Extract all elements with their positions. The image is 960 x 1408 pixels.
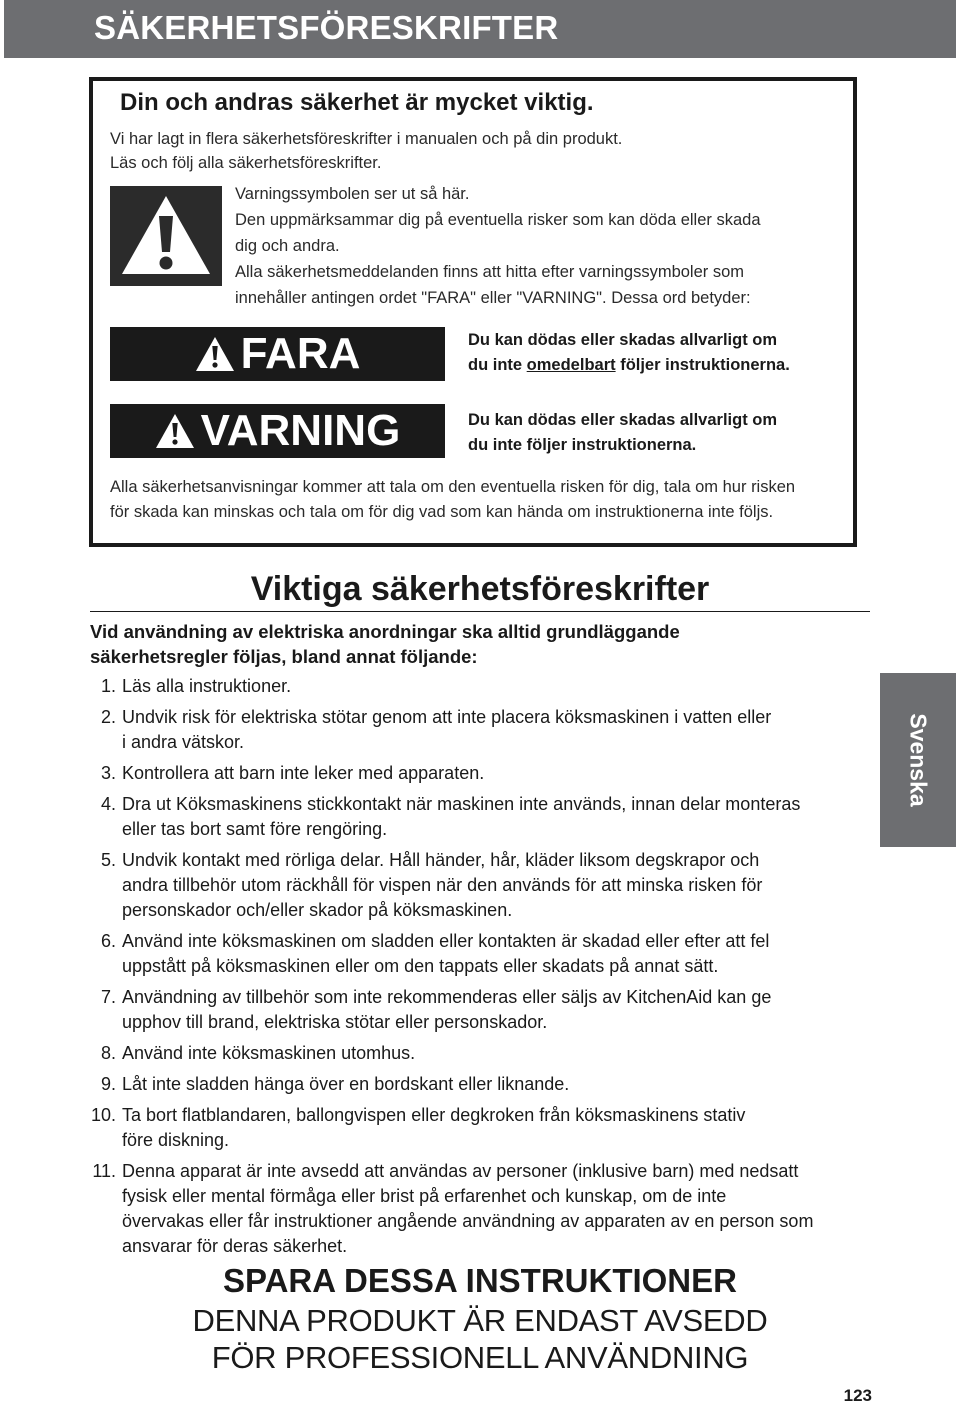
list-item-number: 11.: [92, 1161, 116, 1181]
warning-signal-word: VARNING: [200, 406, 401, 455]
footer-line: Alla säkerhetsanvisningar kommer att tala om den eventuella risken för dig, tala om hur risken: [110, 478, 796, 496]
intro-line: Vi har lagt in flera säkerhetsföreskrifter i manualen och på din produkt.: [110, 130, 623, 148]
warning-triangle-icon: [110, 186, 222, 286]
list-item-line: Användning av tillbehör som inte rekommenderas eller säljs av KitchenAid kan ge: [122, 987, 772, 1007]
list-item-line: personskador och/eller skador på köksmaskinen.: [122, 900, 513, 920]
list-item-line: uppstått på köksmaskinen eller om den tappats eller skadats på annat sätt.: [122, 956, 719, 976]
list-item-number: 9.: [100, 1074, 116, 1094]
list-item-line: före diskning.: [122, 1130, 230, 1150]
danger-emphasis: omedelbart: [526, 356, 616, 374]
language-tab: [880, 673, 956, 847]
list-item-number: 5.: [100, 850, 116, 870]
professional-use-line: FÖR PROFESSIONELL ANVÄNDNING: [211, 1340, 749, 1375]
danger-line-post: följer instruktionerna.: [615, 356, 790, 374]
symbol-line: innehåller antingen ordet "FARA" eller "VARNING". Dessa ord betyder:: [235, 289, 751, 307]
footer-line: för skada kan minskas och tala om för dig vad som kan hända om instruktionerna inte följs.: [110, 503, 774, 521]
list-item-line: ansvarar för deras säkerhet.: [122, 1236, 348, 1256]
list-item: [90, 1041, 870, 1066]
danger-line: Du kan dödas eller skadas allvarligt om: [468, 331, 778, 349]
list-item: [90, 1159, 870, 1259]
warning-symbol-block: [110, 186, 222, 286]
list-item-line: Undvik risk för elektriska stötar genom att inte placera köksmaskinen i vatten eller: [122, 707, 772, 727]
list-item-line: fysisk eller mental förmåga eller brist på erfarenhet och kunskap, om de inte: [122, 1186, 727, 1206]
list-item-line: andra tillbehör utom räckhåll för vispen när den används för att minska risken för: [122, 875, 763, 895]
danger-line: [468, 353, 838, 378]
list-item-line: Använd inte köksmaskinen utomhus.: [122, 1043, 416, 1063]
warning-triangle-icon: [195, 336, 235, 372]
language-tab-label: Svenska: [905, 713, 932, 807]
list-item-line: Använd inte köksmaskinen om sladden eller kontakten är skadad eller efter att fel: [122, 931, 770, 951]
section-divider: [90, 611, 870, 612]
instruction-list: [90, 674, 870, 1265]
symbol-line: Alla säkerhetsmeddelanden finns att hitta efter varningssymboler som: [235, 263, 745, 281]
list-item-number: 4.: [100, 794, 116, 814]
list-item: [90, 792, 870, 842]
list-item-line: Läs alla instruktioner.: [122, 676, 292, 696]
list-item-line: eller tas bort samt före rengöring.: [122, 819, 388, 839]
lead-line: säkerhetsregler följas, bland annat följande:: [90, 646, 478, 667]
save-instructions-title: SPARA DESSA INSTRUKTIONER: [223, 1262, 737, 1299]
list-item-line: Undvik kontakt med rörliga delar. Håll händer, hår, kläder liksom degskrapor och: [122, 850, 760, 870]
list-item-number: 2.: [100, 707, 116, 727]
list-item-line: Denna apparat är inte avsedd att användas av personer (inklusive barn) med nedsatt: [122, 1161, 799, 1181]
list-item-number: 8.: [100, 1043, 116, 1063]
danger-signal-word: FARA: [240, 329, 361, 378]
list-item-number: 10.: [90, 1105, 116, 1125]
header-bar: [4, 0, 956, 58]
warning-signal-bar: [110, 404, 445, 458]
danger-description: [468, 328, 838, 378]
list-item: [90, 1072, 870, 1097]
safety-box-intro: [110, 127, 622, 175]
symbol-line: dig och andra.: [235, 237, 340, 255]
symbol-line: Varningssymbolen ser ut så här.: [235, 185, 470, 203]
warning-triangle-icon: [155, 413, 195, 449]
list-item-line: Låt inte sladden hänga över en bordskant eller liknande.: [122, 1074, 570, 1094]
professional-use-line: DENNA PRODUKT ÄR ENDAST AVSEDD: [192, 1303, 768, 1338]
danger-signal-bar: [110, 327, 445, 381]
list-item: [90, 985, 870, 1035]
list-item-line: Ta bort flatblandaren, ballongvispen eller degkroken från köksmaskinens stativ: [122, 1105, 746, 1125]
list-item-number: 1.: [100, 676, 116, 696]
list-item: [90, 705, 870, 755]
danger-line-pre: du inte: [468, 356, 527, 374]
list-item-number: 6.: [100, 931, 116, 951]
safety-box-footer: [110, 475, 845, 525]
list-item: [90, 848, 870, 923]
intro-line: Läs och följ alla säkerhetsföreskrifter.: [110, 154, 382, 172]
list-item-number: 7.: [100, 987, 116, 1007]
warning-description: [468, 408, 838, 458]
list-item: [90, 929, 870, 979]
list-item: [90, 1103, 870, 1153]
symbol-line: Den uppmärksammar dig på eventuella risker som kan döda eller skada: [235, 211, 761, 229]
symbol-explanation: [235, 181, 835, 311]
warning-line: du inte följer instruktionerna.: [468, 436, 697, 454]
list-item-line: i andra vätskor.: [122, 732, 245, 752]
list-item-number: 3.: [100, 763, 116, 783]
lead-line: Vid användning av elektriska anordningar ska alltid grundläggande: [90, 621, 680, 642]
section-title: Viktiga säkerhetsföreskrifter: [250, 570, 710, 608]
list-item-line: Kontrollera att barn inte leker med apparaten.: [122, 763, 485, 783]
list-item-line: övervakas eller får instruktioner angående användning av apparaten av en person som: [122, 1211, 814, 1231]
list-item: [90, 674, 870, 699]
warning-line: Du kan dödas eller skadas allvarligt om: [468, 411, 778, 429]
page-title: SÄKERHETSFÖRESKRIFTER: [94, 9, 559, 46]
list-item-line: Dra ut Köksmaskinens stickkontakt när maskinen inte används, innan delar monteras: [122, 794, 801, 814]
section-lead: [90, 619, 790, 669]
safety-notice-box: [89, 77, 857, 547]
page-number: 123: [843, 1386, 872, 1405]
safety-box-heading: Din och andras säkerhet är mycket viktig.: [120, 89, 594, 116]
list-item-line: upphov till brand, elektriska stötar eller personskador.: [122, 1012, 548, 1032]
list-item: [90, 761, 870, 786]
